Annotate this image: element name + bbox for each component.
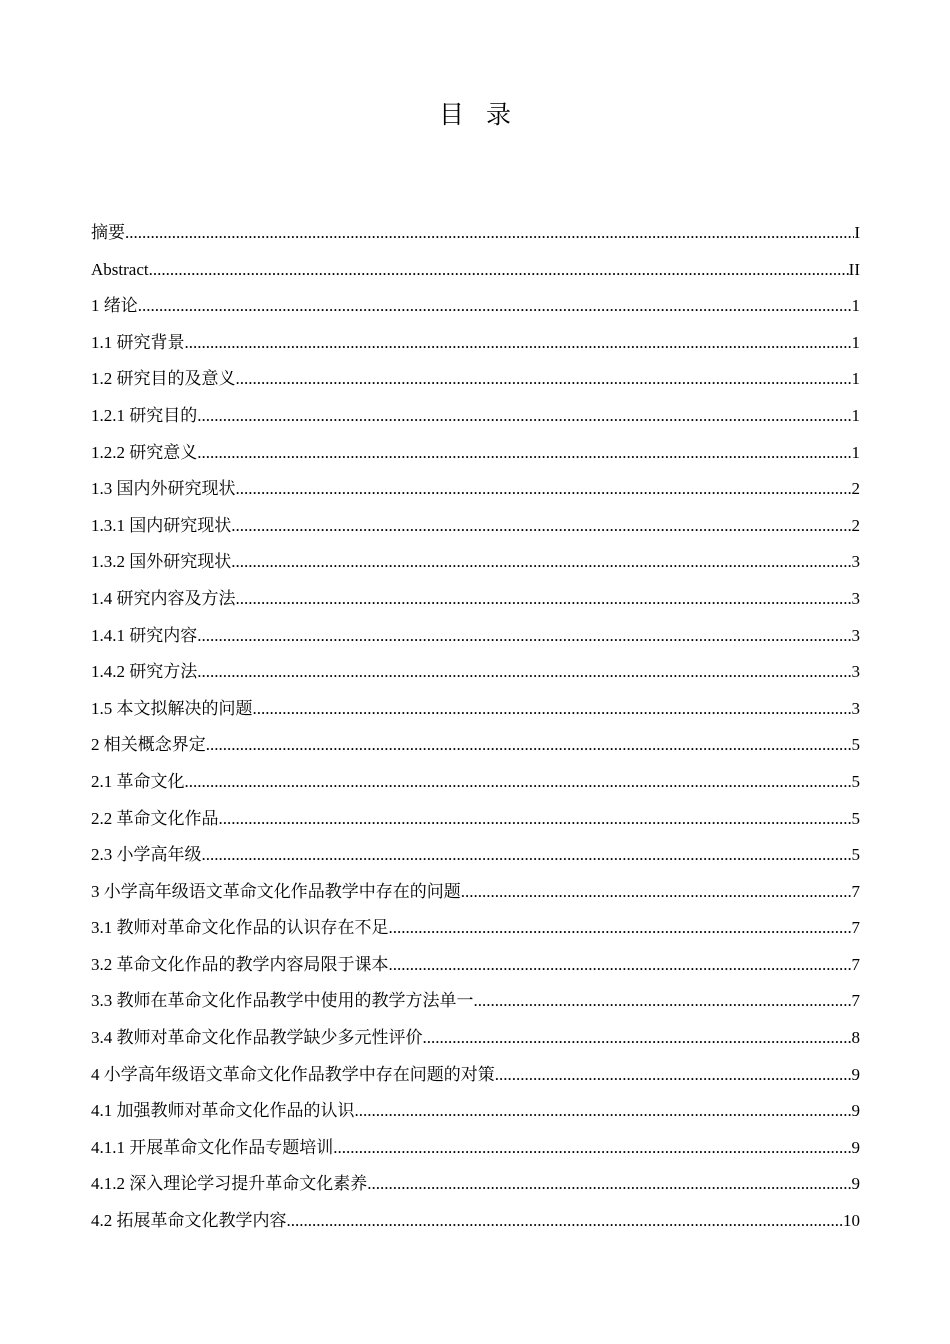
toc-entry-label: 4.2 拓展革命文化教学内容 [91,1211,287,1231]
toc-entry-page-number: 1 [851,296,860,316]
toc-entry-page-number: 2 [851,515,860,535]
toc-dot-leader [197,402,851,430]
toc-dot-leader [495,1061,852,1089]
toc-dot-leader [333,1134,851,1162]
toc-entry-label: Abstract [91,259,149,279]
toc-entry-label: 2.3 小学高年级 [91,845,202,865]
toc-dot-leader [287,1207,844,1235]
toc-entry-label: 3.4 教师对革命文化作品教学缺少多元性评价 [91,1028,423,1048]
toc-entry[interactable] [91,1097,860,1134]
toc-entry-page-number: 9 [851,1101,860,1121]
toc-entry-label: 2 相关概念界定 [91,735,206,755]
toc-entry-label: 1.3.2 国外研究现状 [91,552,232,572]
toc-entry-page-number: 5 [851,845,860,865]
toc-entry-page-number: 7 [851,954,860,974]
toc-dot-leader [206,731,852,759]
toc-entry[interactable] [91,1170,860,1207]
toc-entry-page-number: 3 [851,625,860,645]
toc-dot-leader [474,987,852,1015]
table-of-contents [91,219,860,1244]
toc-entry-page-number: 10 [843,1211,860,1231]
toc-entry-label: 1.5 本文拟解决的问题 [91,698,253,718]
toc-entry-label: 1.2.1 研究目的 [91,405,198,425]
toc-entry-label: 4.1.1 开展革命文化作品专题培训 [91,1137,334,1157]
toc-entry-page-number: 1 [851,332,860,352]
toc-entry[interactable] [91,402,860,439]
toc-entry[interactable] [91,805,860,842]
toc-entry[interactable] [91,329,860,366]
toc-entry[interactable] [91,548,860,585]
toc-entry-page-number: I [854,223,860,242]
toc-entry-label: 1.1 研究背景 [91,332,185,352]
toc-entry[interactable] [91,658,860,695]
toc-entry-label: 4 小学高年级语文革命文化作品教学中存在问题的对策 [91,1064,495,1084]
toc-entry[interactable] [91,1134,860,1171]
toc-entry-label: 1.4.1 研究内容 [91,625,198,645]
toc-entry-page-number: 5 [851,735,860,755]
toc-entry-page-number: 9 [851,1064,860,1084]
toc-entry-label: 2.1 革命文化 [91,771,185,791]
toc-dot-leader [231,548,851,576]
toc-dot-leader [197,622,851,650]
toc-dot-leader [197,658,851,686]
toc-entry-label: 3 小学高年级语文革命文化作品教学中存在的问题 [91,881,461,901]
toc-entry-page-number: 7 [851,881,860,901]
toc-entry-page-number: 3 [851,552,860,572]
toc-entry[interactable] [91,1207,860,1244]
toc-dot-leader [389,914,852,942]
toc-entry-label: 3.3 教师在革命文化作品教学中使用的教学方法单一 [91,991,474,1011]
toc-dot-leader [389,951,852,979]
toc-entry[interactable] [91,878,860,915]
toc-entry-label: 1.4 研究内容及方法 [91,588,236,608]
toc-entry[interactable] [91,1024,860,1061]
toc-entry[interactable] [91,914,860,951]
toc-entry-label: 4.1.2 深入理论学习提升革命文化素养 [91,1174,368,1194]
toc-entry-page-number: 8 [851,1028,860,1048]
toc-dot-leader [367,1170,851,1198]
toc-entry-label: 3.1 教师对革命文化作品的认识存在不足 [91,918,389,938]
toc-entry[interactable] [91,768,860,805]
toc-dot-leader [253,695,852,723]
toc-entry-page-number: 3 [851,588,860,608]
toc-dot-leader [185,768,852,796]
toc-entry[interactable] [91,512,860,549]
toc-entry-label: 1.3.1 国内研究现状 [91,515,232,535]
toc-dot-leader [461,878,852,906]
toc-entry-page-number: 5 [851,808,860,828]
toc-dot-leader [423,1024,852,1052]
toc-entry-page-number: II [848,259,860,279]
toc-entry[interactable] [91,475,860,512]
toc-entry[interactable] [91,439,860,476]
toc-entry[interactable] [91,256,860,293]
toc-entry[interactable] [91,219,860,256]
toc-entry-label: 摘要 [91,223,125,242]
page-title: 目录 [438,102,533,129]
toc-entry-page-number: 1 [851,405,860,425]
toc-dot-leader [149,256,849,284]
toc-entry[interactable] [91,365,860,402]
toc-entry-page-number: 3 [851,698,860,718]
toc-entry[interactable] [91,1061,860,1098]
toc-entry[interactable] [91,987,860,1024]
toc-entry[interactable] [91,695,860,732]
toc-entry-label: 1.4.2 研究方法 [91,662,198,682]
toc-dot-leader [202,841,852,869]
toc-entry-page-number: 9 [851,1137,860,1157]
toc-dot-leader [138,292,852,320]
toc-entry-page-number: 2 [851,479,860,499]
toc-entry-label: 4.1 加强教师对革命文化作品的认识 [91,1101,355,1121]
toc-entry-page-number: 3 [851,662,860,682]
toc-entry-page-number: 7 [851,918,860,938]
toc-entry[interactable] [91,841,860,878]
toc-entry-label: 1 绪论 [91,296,138,316]
toc-entry-label: 2.2 革命文化作品 [91,808,219,828]
toc-dot-leader [185,329,852,357]
toc-entry-page-number: 7 [851,991,860,1011]
toc-dot-leader [231,512,851,540]
toc-entry-label: 1.3 国内外研究现状 [91,479,236,499]
toc-dot-leader [236,475,852,503]
toc-entry[interactable] [91,731,860,768]
toc-entry-label: 3.2 革命文化作品的教学内容局限于课本 [91,954,389,974]
toc-dot-leader [219,805,852,833]
toc-entry[interactable] [91,951,860,988]
toc-entry-page-number: 9 [851,1174,860,1194]
toc-entry[interactable] [91,585,860,622]
toc-dot-leader [125,219,854,247]
toc-entry-label: 1.2 研究目的及意义 [91,369,236,389]
toc-entry[interactable] [91,292,860,329]
toc-entry-label: 1.2.2 研究意义 [91,442,198,462]
toc-entry-page-number: 1 [851,442,860,462]
toc-dot-leader [236,585,852,613]
toc-dot-leader [197,439,851,467]
toc-dot-leader [355,1097,852,1125]
toc-entry-page-number: 1 [851,369,860,389]
toc-dot-leader [236,365,852,393]
toc-entry-page-number: 5 [851,771,860,791]
toc-entry[interactable] [91,622,860,659]
